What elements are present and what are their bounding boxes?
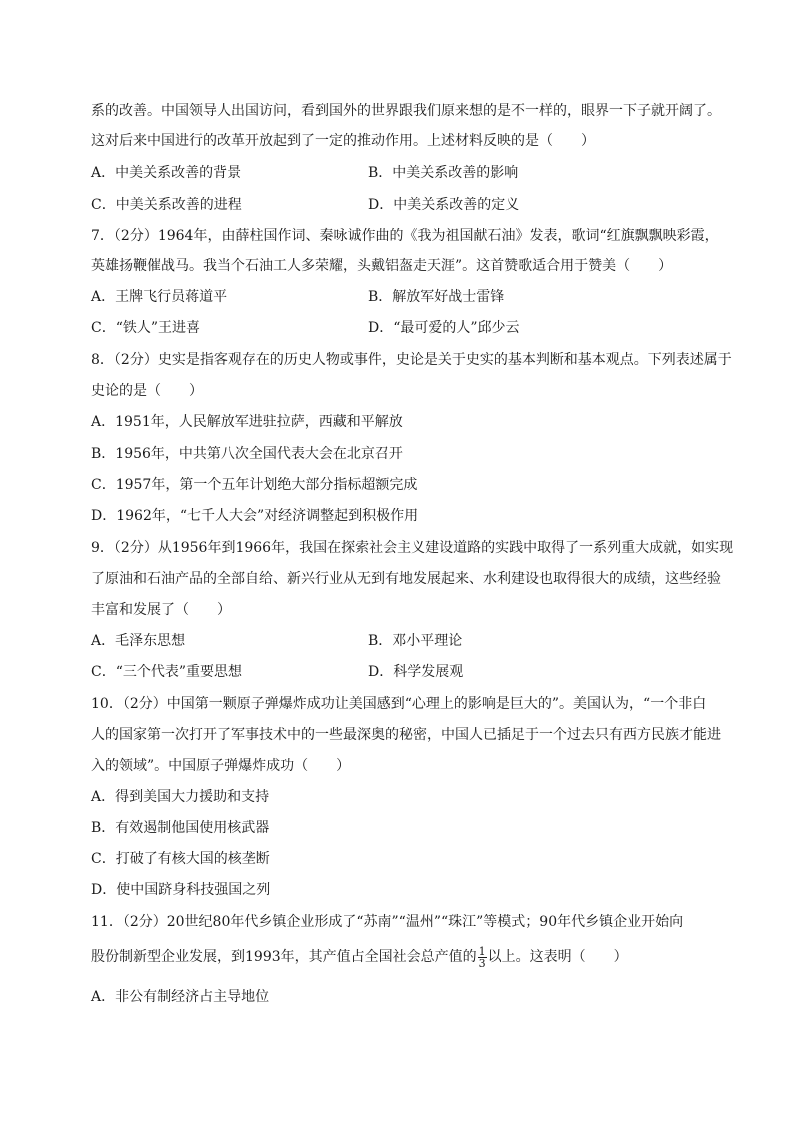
q7-stem-line-2: 英雄扬鞭催战马。我当个石油工人多荣耀，头戴铝盔走天涯”。这首赞歌适合用于赞美（ ） xyxy=(91,258,673,274)
q11-stem-line-2-pre: 股份制新型企业发展，到1993年，其产值占全国社会总产值的 xyxy=(91,949,477,965)
one-third-fraction xyxy=(478,946,487,969)
q9-stem-line-3: 丰富和发展了（ ） xyxy=(91,602,231,618)
q6-option-b: B．中美关系改善的影响 xyxy=(368,165,519,181)
q11-stem-line-1: 11．（2分）20世纪80年代乡镇企业形成了“苏南”“温州”“珠江”等模式；90年代乡镇企业开始向 xyxy=(91,914,684,930)
q7-option-d: D．“最可爱的人”邱少云 xyxy=(368,320,520,336)
q7-option-c: C．“铁人”王进喜 xyxy=(91,320,201,336)
q7-option-b: B．解放军好战士雷锋 xyxy=(368,289,505,305)
fraction-denominator: 3 xyxy=(478,956,486,970)
q10-stem-line-3: 入的领域”。中国原子弹爆炸成功（ ） xyxy=(91,758,351,774)
q8-option-d: D．1962年，“七千人大会”对经济调整起到积极作用 xyxy=(91,508,419,524)
q10-option-a: A．得到美国大力援助和支持 xyxy=(91,789,270,805)
q9-option-d: D．科学发展观 xyxy=(368,664,464,680)
q8-option-b: B．1956年，中共第八次全国代表大会在北京召开 xyxy=(91,446,403,462)
q6-option-d: D．中美关系改善的定义 xyxy=(368,197,520,213)
q8-option-a: A．1951年，人民解放军进驻拉萨，西藏和平解放 xyxy=(91,414,403,430)
q9-option-c: C．“三个代表”重要思想 xyxy=(91,664,243,680)
q10-stem-line-2: 人的国家第一次打开了军事技术中的一些最深奥的秘密，中国人已插足于一个过去只有西方民族才能进 xyxy=(91,727,721,743)
q6-option-c: C．中美关系改善的进程 xyxy=(91,197,242,213)
q10-option-d: D．使中国跻身科技强国之列 xyxy=(91,882,271,898)
q7-stem-line-1: 7．（2分）1964年，由薛柱国作词、秦咏诚作曲的《我为祖国献石油》发表，歌词“红旗飘飘映彩霞， xyxy=(91,228,719,244)
fraction-numerator: 1 xyxy=(478,944,486,958)
q8-option-c: C．1957年，第一个五年计划绝大部分指标超额完成 xyxy=(91,477,418,493)
q10-option-b: B．有效遏制他国使用核武器 xyxy=(91,820,270,836)
q9-option-b: B．邓小平理论 xyxy=(368,633,463,649)
q9-stem-line-2: 了原油和石油产品的全部自给、新兴行业从无到有地发展起来、水利建设也取得很大的成绩，这些经验 xyxy=(91,571,721,587)
q10-option-c: C．打破了有核大国的核垄断 xyxy=(91,851,270,867)
q6-option-a: A．中美关系改善的背景 xyxy=(91,165,242,181)
q6-stem-line-1: 系的改善。中国领导人出国访问，看到国外的世界跟我们原来想的是不一样的，眼界一下子就开阔了。 xyxy=(91,103,721,119)
q6-stem-line-2: 这对后来中国进行的改革开放起到了一定的推动作用。上述材料反映的是（ ） xyxy=(91,133,595,149)
q8-stem-line-2: 史论的是（ ） xyxy=(91,383,203,399)
q11-stem-line-2-post: 以上。这表明（ ） xyxy=(487,949,628,965)
q9-stem-line-1: 9．（2分）从1956年到1966年，我国在探索社会主义建设道路的实践中取得了一系列重大成就，如实现 xyxy=(91,540,734,556)
q11-stem-line-2 xyxy=(91,944,628,970)
q11-option-a: A．非公有制经济占主导地位 xyxy=(91,989,270,1005)
q7-option-a: A．王牌飞行员蒋道平 xyxy=(91,289,228,305)
q10-stem-line-1: 10．（2分）中国第一颗原子弹爆炸成功让美国感到“心理上的影响是巨大的”。美国认为，“一个非白 xyxy=(91,696,707,712)
q8-stem-line-1: 8．（2分）史实是指客观存在的历史人物或事件，史论是关于史实的基本判断和基本观点。下列表述属于 xyxy=(91,352,732,368)
q9-option-a: A．毛泽东思想 xyxy=(91,633,186,649)
